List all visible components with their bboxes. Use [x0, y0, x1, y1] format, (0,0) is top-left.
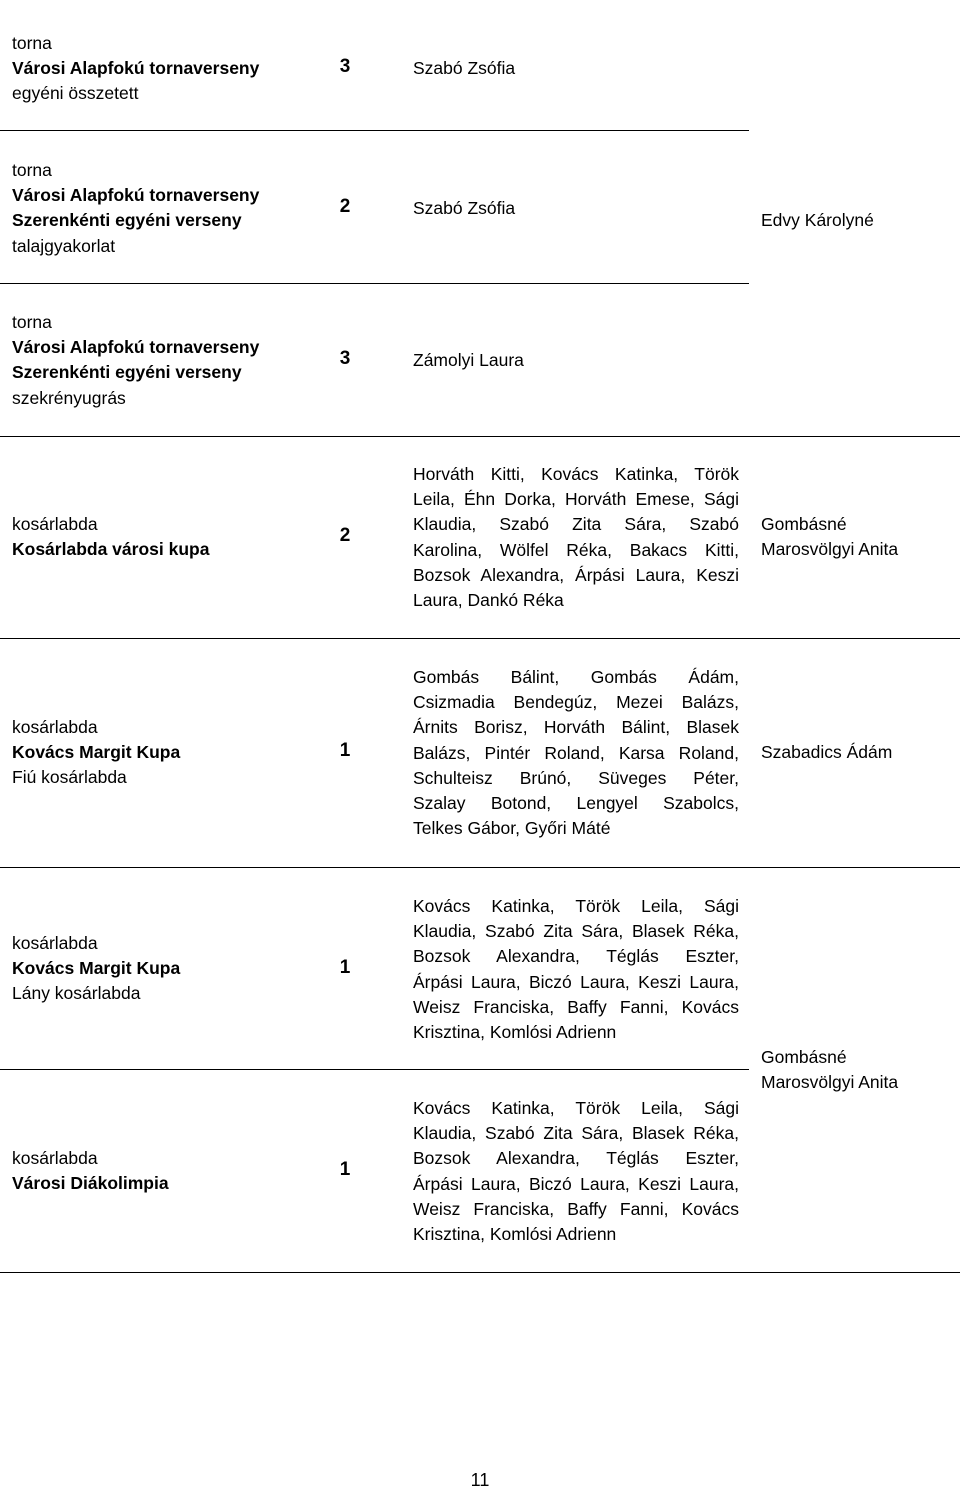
place-value: 1 — [339, 1159, 351, 1180]
event-category: Szerenkénti egyéni verseny — [12, 210, 242, 231]
event-competition: Városi Alapfokú tornaverseny — [12, 58, 260, 79]
event-sport: kosárlabda — [12, 514, 98, 534]
event-cell — [12, 512, 312, 562]
coach-name: Marosvölgyi Anita — [761, 1072, 899, 1093]
participant-line: Szalay Botond, Lengyel Szabolcs, — [413, 793, 739, 814]
participant-line: Bozsok Alexandra, Téglás Eszter, — [413, 1148, 739, 1169]
participant-line: Krisztina, Komlósi Adrienn — [413, 1022, 617, 1043]
event-cell — [12, 310, 312, 411]
event-competition: Kosárlabda városi kupa — [12, 539, 210, 560]
place-value: 3 — [339, 56, 351, 77]
participants-cell — [413, 462, 739, 613]
participant-line: Schulteisz Brúnó, Süveges Péter, — [413, 767, 739, 788]
participant-line: Krisztina, Komlósi Adrienn — [413, 1224, 617, 1245]
coach-cell — [761, 740, 956, 765]
event-sport: kosárlabda — [12, 717, 98, 737]
participant-line: Csizmadia Bendegúz, Mezei Balázs, — [413, 692, 739, 713]
participant-line: Karolina, Wölfel Réka, Bakacs Kitti, — [413, 539, 739, 560]
participants-cell — [413, 196, 739, 221]
coach-name: Szabadics Ádám — [761, 742, 893, 762]
participant-line: Kovács Katinka, Török Leila, Sági — [413, 1098, 739, 1118]
participant-line: Weisz Franciska, Baffy Fanni, Kovács — [413, 996, 739, 1017]
participant-line: Szabó Zsófia — [413, 58, 516, 78]
participant-line: Árpási Laura, Biczó Laura, Keszi Laura, — [413, 971, 739, 992]
participant-line: Klaudia, Szabó Zita Sára, Blasek Réka, — [413, 1123, 739, 1144]
row-divider — [0, 130, 749, 131]
event-cell — [12, 1146, 312, 1196]
row-divider — [0, 1272, 960, 1273]
coach-name: Edvy Károlyné — [761, 210, 874, 230]
participant-line: Klaudia, Szabó Zita Sára, Blasek Réka, — [413, 921, 739, 942]
participant-line: Weisz Franciska, Baffy Fanni, Kovács — [413, 1198, 739, 1219]
participant-line: Árpási Laura, Biczó Laura, Keszi Laura, — [413, 1173, 739, 1194]
participant-line: Gombás Bálint, Gombás Ádám, — [413, 667, 739, 687]
participant-line: Klaudia, Szabó Zita Sára, Szabó — [413, 514, 739, 535]
participant-line: Telkes Gábor, Győri Máté — [413, 818, 611, 839]
event-category: Szerenkénti egyéni verseny — [12, 362, 242, 383]
participant-line: Balázs, Pintér Roland, Karsa Roland, — [413, 742, 739, 763]
place-value: 2 — [339, 525, 351, 546]
participant-line: Kovács Katinka, Török Leila, Sági — [413, 896, 739, 916]
participant-line: Horváth Kitti, Kovács Katinka, Török — [413, 464, 739, 484]
event-category: Lány kosárlabda — [12, 983, 141, 1004]
participant-line: Bozsok Alexandra, Árpási Laura, Keszi — [413, 564, 739, 585]
coach-cell-shared — [761, 1045, 956, 1095]
participants-cell — [413, 1096, 739, 1247]
place-value: 1 — [339, 957, 351, 978]
participant-line: Leila, Éhn Dorka, Horváth Emese, Sági — [413, 489, 739, 510]
event-competition: Városi Alapfokú tornaverseny — [12, 185, 260, 206]
participants-cell — [413, 348, 739, 373]
page-number: 11 — [470, 1470, 490, 1490]
coach-name: Gombásné — [761, 514, 847, 534]
event-competition: Városi Alapfokú tornaverseny — [12, 337, 260, 358]
event-sport: torna — [12, 160, 52, 180]
event-sport: kosárlabda — [12, 933, 98, 953]
event-apparatus: talajgyakorlat — [12, 235, 116, 256]
participant-line: Árnits Borisz, Horváth Bálint, Blasek — [413, 717, 739, 738]
coach-cell — [761, 512, 956, 562]
event-cell — [12, 715, 312, 791]
event-category: Fiú kosárlabda — [12, 767, 127, 788]
participants-cell — [413, 665, 739, 841]
place-value: 2 — [339, 196, 351, 217]
event-competition: Kovács Margit Kupa — [12, 958, 181, 979]
participants-cell — [413, 894, 739, 1045]
participant-line: Szabó Zsófia — [413, 198, 516, 218]
event-category: egyéni összetett — [12, 83, 139, 104]
row-divider — [0, 638, 960, 639]
coach-name: Marosvölgyi Anita — [761, 539, 899, 560]
row-divider — [0, 283, 749, 284]
event-apparatus: szekrényugrás — [12, 387, 126, 408]
participant-line: Zámolyi Laura — [413, 350, 524, 370]
place-value: 1 — [339, 740, 351, 761]
place-value: 3 — [339, 348, 351, 369]
event-sport: torna — [12, 33, 52, 53]
event-competition: Városi Diákolimpia — [12, 1173, 169, 1194]
event-competition: Kovács Margit Kupa — [12, 742, 181, 763]
event-sport: torna — [12, 312, 52, 332]
participant-line: Bozsok Alexandra, Téglás Eszter, — [413, 946, 739, 967]
event-sport: kosárlabda — [12, 1148, 98, 1168]
row-divider — [0, 867, 960, 868]
coach-cell — [761, 208, 956, 233]
row-divider — [0, 436, 960, 437]
row-divider — [0, 1069, 749, 1070]
participant-line: Laura, Dankó Réka — [413, 590, 564, 611]
participants-cell — [413, 56, 739, 81]
event-cell — [12, 158, 312, 259]
event-cell — [12, 931, 312, 1007]
event-cell — [12, 31, 312, 107]
coach-name: Gombásné — [761, 1047, 847, 1067]
